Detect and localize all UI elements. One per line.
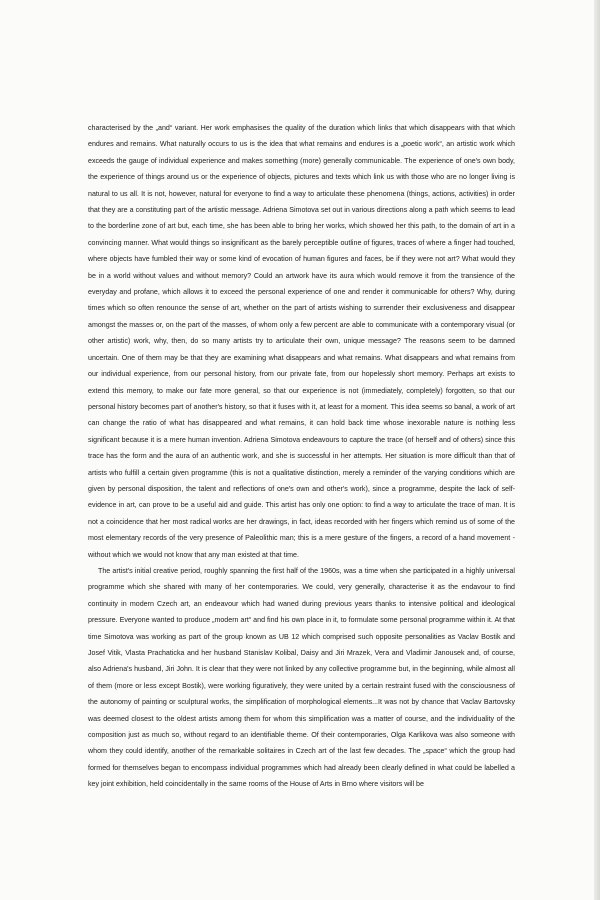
- paragraph-1: characterised by the „and“ variant. Her work emphasises the quality of the duration which links that which disappears with that which endures and remains. What naturally occurs to us is the idea that what remains and endures is a „poetic work“, an artistic work which exceeds the gauge of individual experience and makes something (more) generally communicable. The experience of one's own body, the experience of things around us or the experience of objects, pictures and texts which link us with those who are no longer living is natural to us all. It is not, however, natural for everyone to find a way to articulate these phenomena (things, actions, activities) in order that they are a constituting part of the artistic message. Adriena Simotova set out in various directions along a path which seems to lead to the borderline zone of art but, each time, she has been able to bring her works, which showed her this path, to the domain of art in a convincing manner. What would things so insignificant as the barely perceptible outline of figures, traces of where a finger had touched, where objects have fumbled their way or some kind of evocation of human figures and faces, be if they were not art? What would they be in a world without values and without memory? Could an artwork have its aura which would remove it from the transience of the everyday and profane, which allows it to exceed the personal experience of one and render it communicable for others? Why, during times which so often renounce the sense of art, whether on the part of artists wishing to surrender their exclusiveness and disappear amongst the masses or, on the part of the masses, of whom only a few percent are able to communicate with a contemporary visual (or other artistic) work, why, then, do so many artists try to articulate their own, unique message? The reasons seem to be damned uncertain. One of them may be that they are examining what disappears and what remains. What disappears and what remains from our individual experience, from our personal history, from our private fate, from our hopelessly short memory. Perhaps art exists to extend this memory, to make our fate more general, so that our experience is not (immediately, completely) forgotten, so that our personal history becomes part of another's history, so that it fuses with it, at least for a moment. This idea seems so banal, a work of art can change the ratio of what has disappeared and what remains, it can hold back time whose inexorable nature is nothing less significant because it is a mere human invention. Adriena Simotova endeavours to capture the trace (of herself and of others) since this trace has the form and the aura of an authentic work, and she is successful in her attempts. Her situation is more difficult than that of artists who fulfill a certain given programme (this is not a qualitative distinction, merely a reminder of the varying conditions which are given by personal disposition, the talent and reflections of one's own and other's work), since a programme, despite the lack of self- evidence in art, can prove to be a useful aid and guide. This artist has only one option: to find a way to articulate the trace of man. It is not a coincidence that her most radical works are her drawings, in fact, ideas recorded with her fingers which remind us of some of the most elementary records of the very presence of Paleolithic man; this is a mere gesture of the fingers, a record of a hand movement - without which we would not know that any man existed at that time.: [88, 124, 515, 559]
- body-text: [88, 120, 515, 793]
- page-edge-shadow: [594, 0, 600, 900]
- paragraph-2: The artist's initial creative period, roughly spanning the first half of the 1960s, was a time when she participated in a highly universal programme which she shared with many of her contemporaries. We could, very generally, characterise it as the endavour to find continuity in modern Czech art, an endeavour which had waned during previous years thanks to intensive political and ideological pressure. Everyone wanted to produce „modern art“ and find his own place in it, to formulate some personal programme within it. At that time Simotova was working as part of the group known as UB 12 which comprised such opposite personalities as Vaclav Bostik and Josef Vitik, Vlasta Prachaticka and her husband Stanislav Kolibal, Daisy and Jiri Mrazek, Vera and Vladimir Janousek and, of course, also Adriena's husband, Jiri John. It is clear that they were not linked by any collective programme but, in the beginning, while almost all of them (more or less except Bostik), were working figuratively, they were united by a certain restraint fused with the consciousness of the autonomy of painting or sculptural works, the simplification of morphological elements...It was not by chance that Vaclav Bartovsky was deemed closest to the oldest artists among them for whom this simplification was a matter of course, and the individuality of the composition just as much so, without regard to an identifiable theme. Of their contemporaries, Olga Karlikova was also someone with whom they could identify, another of the remarkable solitaires in Czech art of the last few decades. The „space“ which the group had formed for themselves began to encompass individual programmes which had already been clearly defined in what could be labelled a key joint exhibition, held coincidentally in the same rooms of the House of Arts in Brno where visitors will be: [88, 566, 515, 789]
